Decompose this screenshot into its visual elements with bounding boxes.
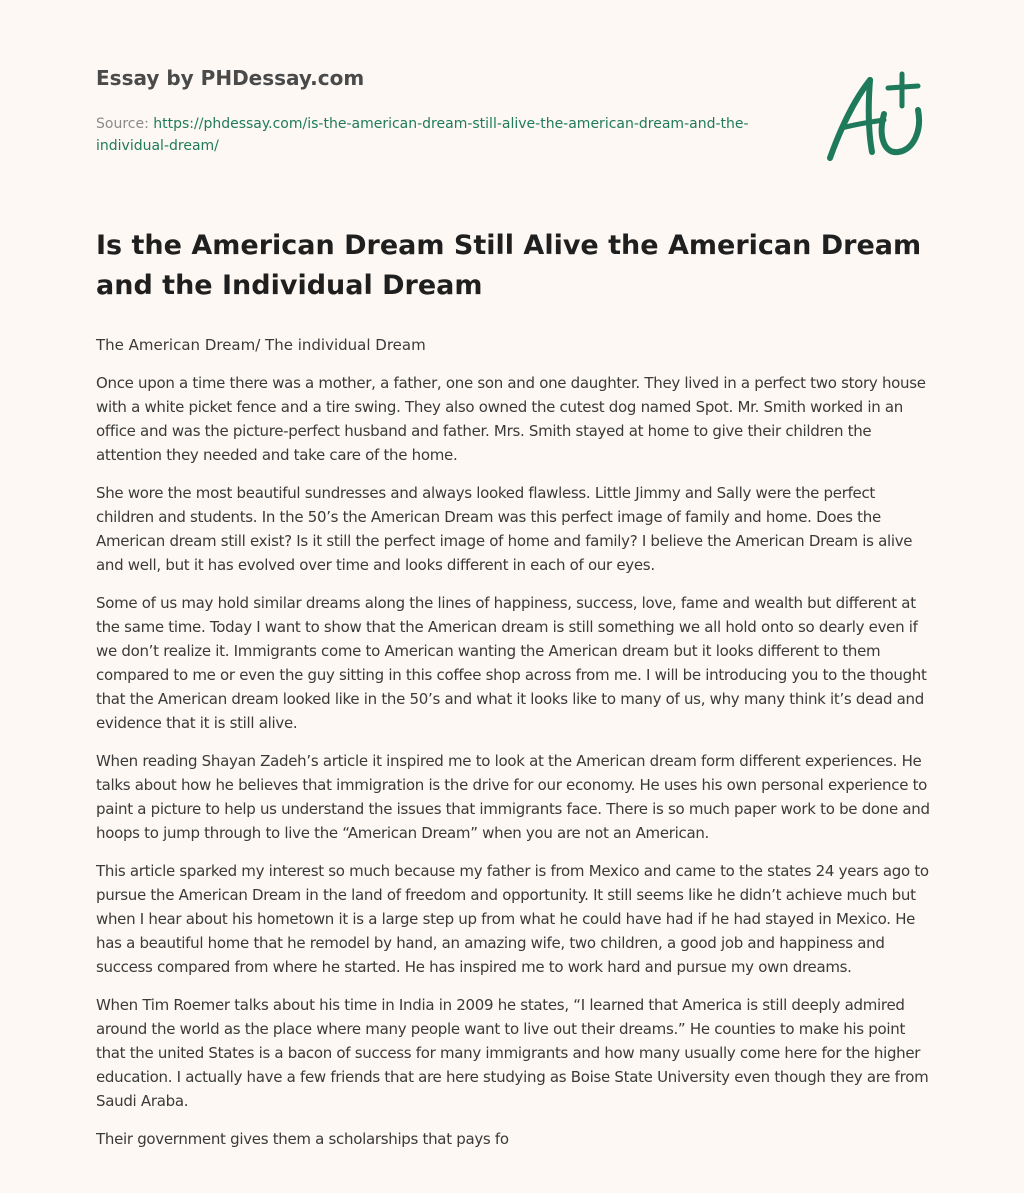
logo-plus-horizontal	[888, 86, 918, 88]
source-line	[96, 113, 756, 157]
article	[96, 226, 932, 1165]
logo-a-left-stroke	[830, 80, 870, 158]
article-paragraph: Once upon a time there was a mother, a father, one son and one daughter. They lived in a perfect two story house with a white picket fence and a tire swing. They also owned the cutest dog named Spot. Mr. Smith worked in an office and was the picture-perfect husband and father. Mrs. Smith stayed at home to give their children the attention they needed and take care of the home.	[96, 374, 926, 464]
article-paragraph: When reading Shayan Zadeh’s article it inspired me to look at the American dream form different experiences. He talks about how he believes that immigration is the drive for our economy. He uses his own personal experience to paint a picture to help us understand the issues that immigrants face. There is so much paper work to be done and hoops to jump through to live the “American Dream” when you are not an American.	[96, 752, 930, 842]
article-paragraph: Some of us may hold similar dreams along the lines of happiness, success, love, fame and wealth but different at the same time. Today I want to show that the American dream is still something we all hold onto so dearly even if we don’t realize it. Immigrants come to American wanting the American dream but it looks different to them compared to me or even the guy sitting in this coffee shop across from me. I will be introducing you to the thought that the American dream looked like in the 50’s and what it looks like to many of us, why many think it’s dead and evidence that it is still alive.	[96, 594, 927, 732]
page-title: Is the American Dream Still Alive the American Dream and the Individual Dream	[96, 230, 922, 301]
article-subtitle: The American Dream/ The individual Dream	[96, 336, 426, 354]
article-paragraph: She wore the most beautiful sundresses and always looked flawless. Little Jimmy and Sally were the perfect children and students. In the 50’s the American Dream was this perfect image of family and home. Does the American dream still exist? Is it still the perfect image of home and family? I believe the American Dream is alive and well, but it has evolved over time and looks different in each of our eyes.	[96, 484, 913, 574]
source-label: Source:	[96, 116, 154, 132]
logo-smile-stroke	[882, 110, 919, 152]
logo-a-right-stroke	[869, 80, 872, 152]
site-brand: Essay by PHDessay.com	[96, 66, 365, 90]
article-paragraph: When Tim Roemer talks about his time in India in 2009 he states, “I learned that America is still deeply admired around the world as the place where many people want to live out their dreams.” He counties to make his point that the united States is a bacon of success for many immigrants and how many usually come here for the higher education. I actually have a few friends that are here studying as Boise State University even though they are from Saudi Araba.	[96, 996, 929, 1110]
article-paragraph: Their government gives them a scholarships that pays fo	[96, 1130, 509, 1148]
a-plus-logo-icon	[818, 70, 930, 166]
article-paragraph: This article sparked my interest so much because my father is from Mexico and came to the states 24 years ago to pursue the American Dream in the land of freedom and opportunity. It still seems like he didn’t achieve much but when I hear about his hometown it is a large step up from what he could have had if he had stayed in Mexico. He has a beautiful home that he remodel by hand, an amazing wife, two children, a good job and happiness and success compared from where he started. He has inspired me to work hard and pursue my own dreams.	[96, 862, 929, 976]
source-link[interactable]: https://phdessay.com/is-the-american-dream-still-alive-the-american-dream-and-the-individual-dream/	[96, 116, 749, 154]
